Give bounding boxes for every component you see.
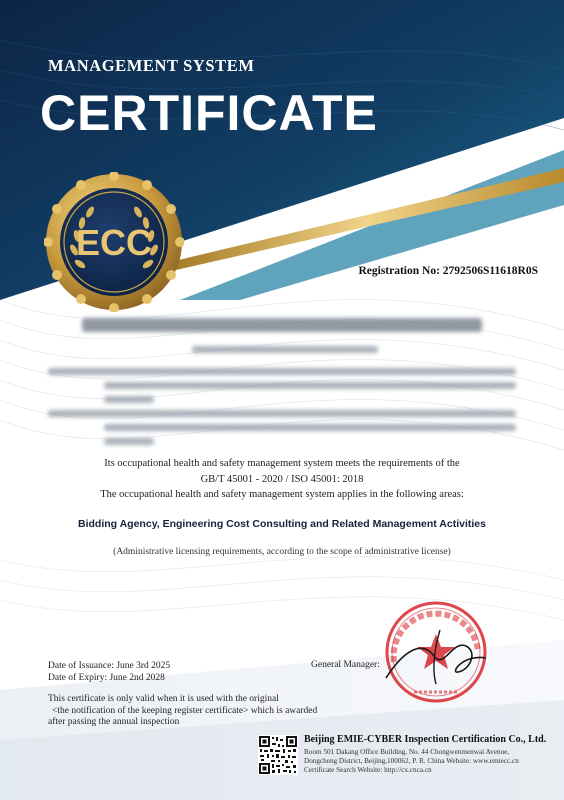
redacted-company-name [82,318,482,332]
standard-reference: GB/T 45001 - 2020 / ISO 45001: 2018 [200,474,364,485]
registration-number: Registration No: 2792506S11618R0S [358,265,538,277]
validity-line-1: This certificate is only valid when it is used with the original [48,694,279,704]
redacted-business-address-2 [104,424,516,431]
validity-line-2: <the notification of the keeping register certificate> which is awarded [52,705,318,716]
ecc-seal-icon [44,172,184,312]
statement-line-1: Its occupational health and safety management system meets the requirements of the [104,458,460,469]
qr-code-icon [258,735,298,775]
redacted-registered-address-2 [104,382,516,389]
certification-scope: Bidding Agency, Engineering Cost Consulting and Related Management Activities [78,518,486,530]
issuer-name: Beijing EMIE-CYBER Inspection Certification Co., Ltd. [304,734,547,745]
validity-notice [48,694,317,729]
licensing-note: (Administrative licensing requirements, according to the scope of administrative license) [113,547,451,557]
issuance-date: Date of Issuance: June 3rd 2025 [48,661,171,671]
validity-line-3: after passing the annual inspection [48,717,180,727]
redacted-registered-address-3 [104,396,154,403]
seal-text: ECC [75,222,153,263]
issuer-address-line-1: Room 501 Dakang Office Building, No. 44 Chongwenmenwai Avenue, [304,748,510,756]
header-subtitle: MANAGEMENT SYSTEM [48,56,255,75]
redacted-credit-code [192,346,378,353]
company-stamp-icon [374,600,498,704]
general-manager-label: General Manager: [311,660,380,670]
redacted-business-address-1 [48,410,516,417]
redacted-registered-address-1 [48,368,516,375]
issuer-address-line-2: Dongcheng District, Beijing,100062, P. R. China Website: www.emiecc.cn [304,757,519,765]
statement-line-3: The occupational health and safety management system applies in the following areas: [100,489,464,500]
dates-block [48,660,170,684]
certificate-search-website: Certificate Search Website: http://cx.cnca.cn [304,766,432,774]
redacted-business-address-3 [104,438,154,445]
expiry-date: Date of Expiry: June 2nd 2028 [48,673,165,683]
header-title: CERTIFICATE [40,85,378,141]
